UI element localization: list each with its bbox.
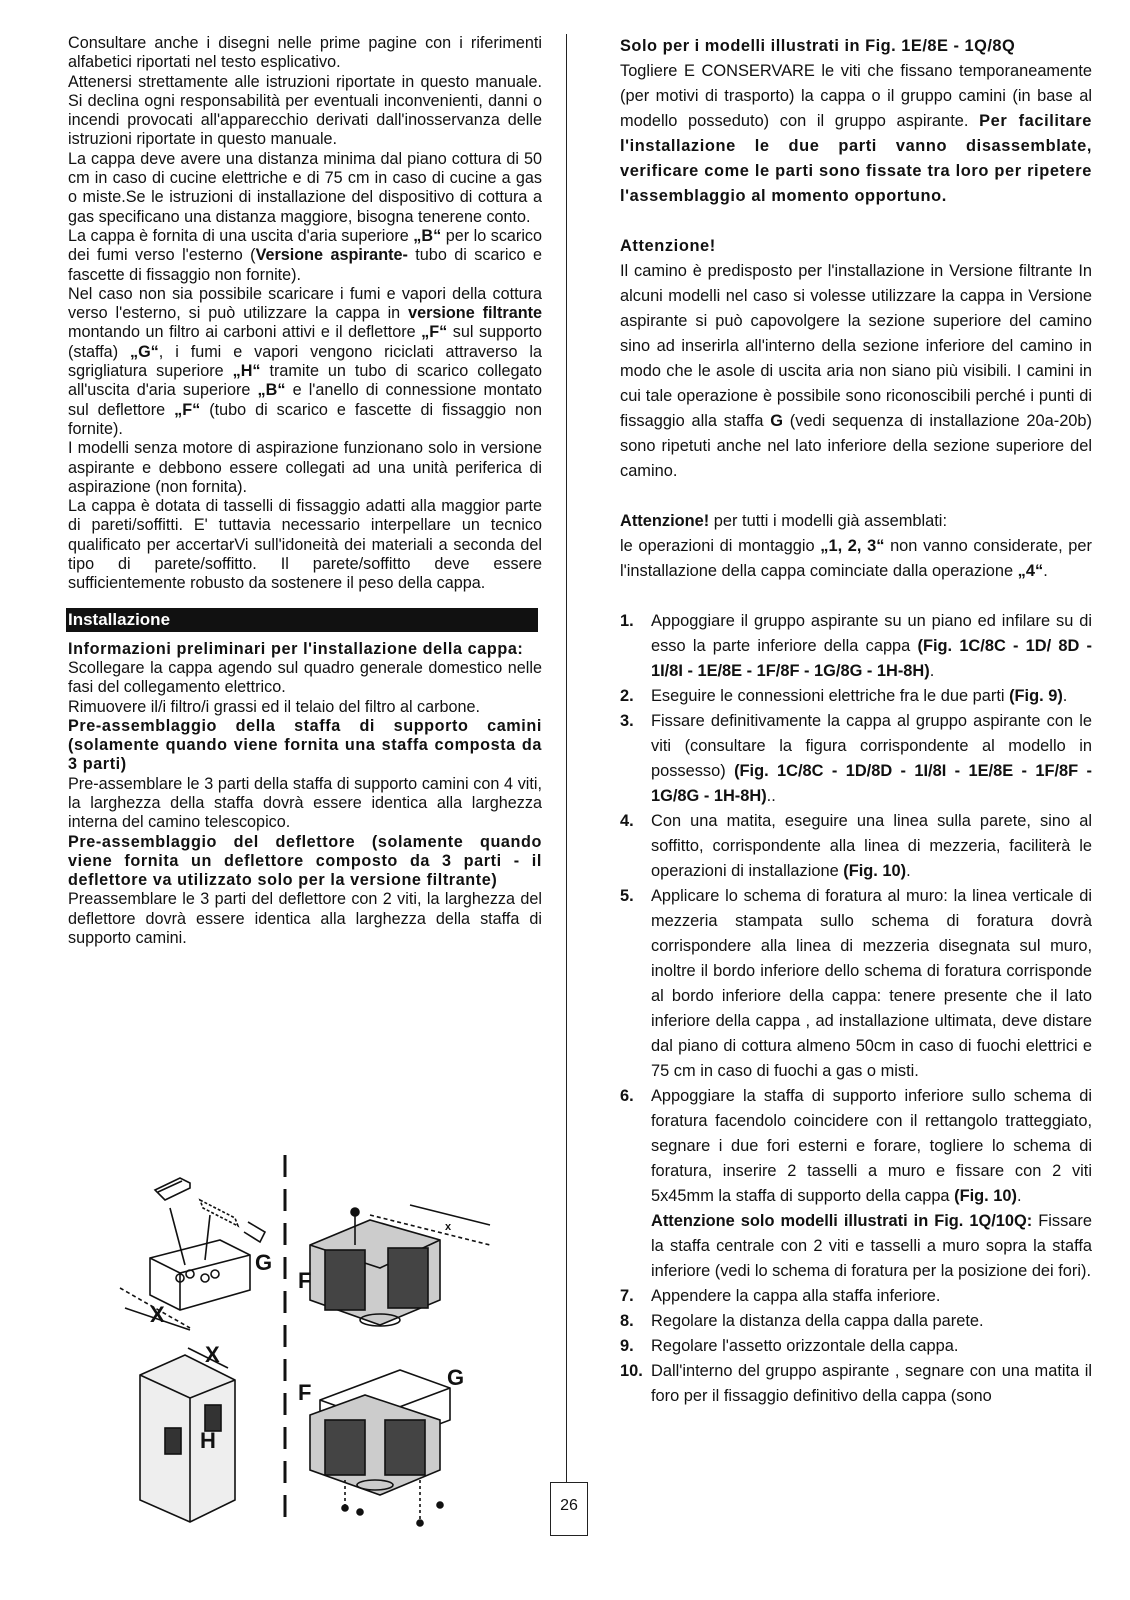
column-divider bbox=[566, 34, 567, 1484]
subheading: Pre-assemblaggio del deflettore (solamente quando viene fornita un deflettore composto da 3 parti - il deflettore va utilizzato solo per la versione filtrante) bbox=[68, 832, 542, 890]
paragraph: Consultare anche i disegni nelle prime pagine con i riferimenti alfabetici riportati nel testo esplicativo. bbox=[68, 34, 542, 72]
paragraph: La cappa è dotata di tasselli di fissaggio adatti alla maggior parte di pareti/soffitti. E' tuttavia necessario interpellare un tecnico qualificato per accertarVi sull'idoneità dei materiali a seconda del tipo di parete/soffitto. Il parete/soffitto deve essere sufficientemente robusto da sostenere il peso della cappa. bbox=[68, 497, 542, 593]
paragraph: Attenersi strettamente alle istruzioni riportate in questo manuale. Si declina ogni responsabilità per eventuali inconvenienti, danni o incendi provocati all'apparecchio derivati dall'inosservanza delle istruzioni riportate in questo manuale. bbox=[68, 72, 542, 149]
subheading: Informazioni preliminari per l'installazione della cappa: bbox=[68, 639, 524, 658]
list-item: 2. Eseguire le connessioni elettriche fra le due parti (Fig. 9). bbox=[620, 687, 1068, 705]
subheading: Pre-assemblaggio della staffa di supporto camini (solamente quando viene fornita una staffa composta da 3 parti) bbox=[68, 716, 542, 774]
right-column bbox=[620, 34, 1092, 1409]
paragraph: Nel caso non sia possibile scaricare i fumi e vapori della cottura verso l'esterno, si può utilizzare la cappa in versione filtrante montando un filtro ai carboni attivi e il deflettore „F“ sul supporto (staffa) „G“, i fumi e vapori vengono riciclati attraverso la sgrigliatura superiore „H“ tramite un tubo di scarico collegato all'uscita d'aria superiore „B“ e l'anello di connessione montato sul deflettore „F“ (tubo di scarico e fascette di fissaggio non fornite). bbox=[68, 284, 542, 438]
section-title: Installazione bbox=[66, 608, 538, 632]
paragraph: Scollegare la cappa agendo sul quadro generale domestico nelle fasi del collegamento elettrico. bbox=[68, 658, 542, 697]
paragraph: Togliere E CONSERVARE le viti che fissano temporaneamente (per motivi di trasporto) la cappa o il gruppo camini (in base al modello posseduto) con il gruppo aspirante. Per facilitare l'installazione le due parti vanno disassemblate, verificare come le parti sono fissate tra loro per ripetere l'assemblaggio al momento opportuno. bbox=[620, 62, 1093, 205]
page-number: 26 bbox=[550, 1482, 588, 1536]
spacer bbox=[620, 209, 1092, 234]
paragraph: La cappa è fornita di una uscita d'aria superiore „B“ per lo scarico dei fumi verso l'esterno (Versione aspirante- tubo di scarico e fascette di fissaggio non fornite). bbox=[68, 226, 543, 284]
figure-label-x: X bbox=[150, 1302, 165, 1327]
list-item: 5. Applicare lo schema di foratura al muro: la linea verticale di mezzeria stampata sullo schema di foratura dovrà corrispondere alla linea di mezzeria disegnata sul muro, inoltre il bordo inferiore dello schema di foratura corrisponde al bordo inferiore della cappa: tenere presente che il lato inferiore della cappa , ad installazione ultimata, deve distare dal piano di cottura almeno 50cm in caso di fuochi elettrici e 75 cm in caso di fuochi a gas o misti. bbox=[620, 887, 1092, 1080]
subheading: Solo per i modelli illustrati in Fig. 1E/8E - 1Q/8Q bbox=[620, 37, 1016, 55]
subheading: Attenzione! bbox=[620, 237, 716, 255]
figure-label-x: X bbox=[205, 1342, 220, 1367]
installation-figure bbox=[110, 1150, 560, 1530]
figure-label-x-small: x bbox=[445, 1221, 452, 1233]
paragraph: Attenzione! per tutti i modelli già assemblati: le operazioni di montaggio „1, 2, 3“ non vanno considerate, per l'installazione della cappa cominciate dalla operazione „4“. bbox=[620, 512, 1092, 580]
spacer bbox=[620, 484, 1092, 509]
figure-label-f: F bbox=[298, 1380, 312, 1405]
paragraph: I modelli senza motore di aspirazione funzionano solo in versione aspirante e debbono essere collegati ad una unità periferica di aspirazione (non fornita). bbox=[68, 439, 542, 496]
paragraph: Rimuovere il/i filtro/i grassi ed il telaio del filtro al carbone. bbox=[68, 697, 481, 716]
bracket-deflector-drawing bbox=[310, 1370, 450, 1526]
figure-label-g: G bbox=[447, 1365, 465, 1390]
figure-label-g: G bbox=[255, 1250, 273, 1275]
list-item: 4. Con una matita, eseguire una linea sulla parete, sino al soffitto, corrispondente alla linea di mezzeria, faciliterà le operazioni di installazione (Fig. 10). bbox=[620, 812, 1092, 880]
left-column bbox=[68, 34, 542, 948]
paragraph: Il camino è predisposto per l'installazione in Versione filtrante In alcuni modelli nel caso si volesse utilizzare la cappa in Versione aspirante si può capovolgere la sezione superiore del camino sino ad inserirla all'interno della sezione inferiore del camino in modo che le asole di uscita aria non siano più visibili. I camini in cui tale operazione è possibile sono riconoscibili perché i punti di fissaggio alla staffa G (vedi sequenza di installazione 20a-20b) sono ripetuti anche nel lato inferiore della sezione superiore del camino. bbox=[620, 262, 1092, 480]
paragraph: Preassemblare le 3 parti del deflettore con 2 viti, la larghezza del deflettore dovrà essere identica alla larghezza della staffa di supporto camini. bbox=[68, 890, 542, 948]
list-item: 10. Dall'interno del gruppo aspirante , segnare con una matita il foro per il fissaggio definitivo della cappa (sono bbox=[620, 1362, 1092, 1405]
figure-label-h: H bbox=[200, 1428, 216, 1453]
list-item: 7. Appendere la cappa alla staffa inferiore. bbox=[620, 1287, 941, 1305]
paragraph: La cappa deve avere una distanza minima dal piano cottura di 50 cm in caso di cucine elettriche e di 75 cm in caso di cucine a gas o miste.Se le istruzioni di installazione del dispositivo di cottura a gas specificano una distanza maggiore, bisogna tenerene conto. bbox=[68, 149, 542, 226]
list-item: 9. Regolare l'assetto orizzontale della cappa. bbox=[620, 1337, 959, 1355]
chimney-drawing bbox=[140, 1348, 235, 1522]
list-item: 1. Appoggiare il gruppo aspirante su un piano ed infilare su di esso la parte inferiore della cappa (Fig. 1C/8C - 1D/ 8D - 1I/8I - 1E/8E - 1F/8F - 1G/8G - 1H-8H). bbox=[620, 612, 1092, 680]
bracket-parts-drawing bbox=[120, 1178, 265, 1330]
list-item: 6. Appoggiare la staffa di supporto inferiore sullo schema di foratura facendolo coincidere con il rettangolo tratteggiato, segnare i due fori esterni e forare, togliere lo schema di foratura, inserire 2 tasselli a muro e fissare con 2 viti 5x45mm la staffa di supporto della cappa (Fig. 10). Attenzione solo modelli illustrati in Fig. 1Q/10Q: Fissare la staffa centrale con 2 viti e tasselli a muro sopra la staffa inferiore (vedi lo schema di foratura per la posizione dei fori). bbox=[620, 1087, 1092, 1280]
list-item: 3. Fissare definitivamente la cappa al gruppo aspirante con le viti (consultare la figura corrispondente al modello in possesso) (Fig. 1C/8C - 1D/8D - 1I/8I - 1E/8E - 1F/8F - 1G/8G - 1H-8H).. bbox=[620, 712, 1092, 805]
deflector-drawing bbox=[310, 1205, 490, 1326]
spacer bbox=[620, 584, 1092, 609]
figure-label-f: F bbox=[298, 1268, 312, 1293]
steps-list bbox=[620, 609, 1092, 1409]
list-item: 8. Regolare la distanza della cappa dalla parete. bbox=[620, 1312, 984, 1330]
paragraph: Pre-assemblare le 3 parti della staffa di supporto camini con 4 viti, la larghezza della staffa dovrà essere identica alla larghezza interna del camino telescopico. bbox=[68, 774, 542, 832]
